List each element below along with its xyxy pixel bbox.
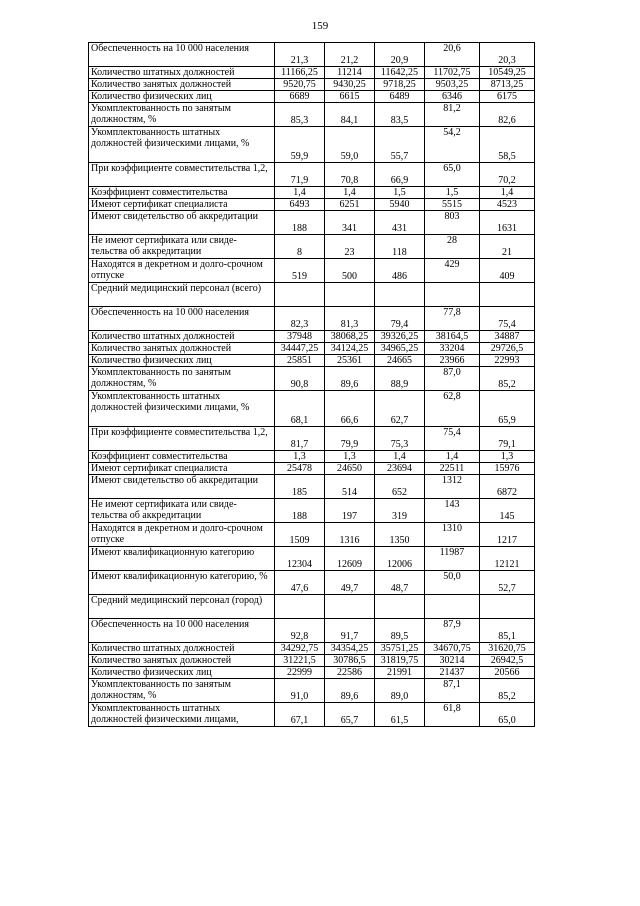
table-row [89,343,535,355]
row-label: Количество занятых должностей [89,655,275,667]
value-cell: 85,2 [480,367,535,391]
value-cell: 10549,25 [480,67,535,79]
table-row [89,499,535,523]
value-cell: 25851 [275,355,325,367]
value-cell: 21437 [425,667,480,679]
value-cell: 6489 [375,91,425,103]
value-cell: 47,6 [275,571,325,595]
value-cell: 21991 [375,667,425,679]
value-cell: 31620,75 [480,643,535,655]
value-cell: 1,3 [275,451,325,463]
row-label: Укомплектованность по занятым должностям, % [89,367,275,391]
value-cell: 68,1 [275,391,325,427]
value-cell: 8 [275,235,325,259]
value-cell [325,595,375,619]
value-cell: 65,9 [480,391,535,427]
value-cell: 26942,5 [480,655,535,667]
value-cell: 20566 [480,667,535,679]
value-cell [425,283,480,307]
row-label: Находятся в декретном и долго-срочном отпуске [89,259,275,283]
value-cell: 185 [275,475,325,499]
value-cell: 1316 [325,523,375,547]
value-cell: 143 [425,499,480,523]
table-row [89,427,535,451]
value-cell: 22999 [275,667,325,679]
table-row [89,235,535,259]
value-cell: 22993 [480,355,535,367]
row-label: Имеют квалификационную категорию, % [89,571,275,595]
table-row [89,679,535,703]
value-cell: 88,9 [375,367,425,391]
value-cell: 11642,25 [375,67,425,79]
table-row [89,475,535,499]
value-cell: 25478 [275,463,325,475]
value-cell: 6493 [275,199,325,211]
value-cell: 48,7 [375,571,425,595]
value-cell: 341 [325,211,375,235]
value-cell: 1312 [425,475,480,499]
value-cell: 34965,25 [375,343,425,355]
table-row [89,163,535,187]
row-label: Имеют сертификат специалиста [89,199,275,211]
value-cell: 59,9 [275,127,325,163]
value-cell: 6346 [425,91,480,103]
value-cell: 61,8 [425,703,480,727]
value-cell: 519 [275,259,325,283]
value-cell: 9718,25 [375,79,425,91]
value-cell: 34124,25 [325,343,375,355]
value-cell [375,595,425,619]
row-label: Находятся в декретном и долго-срочном отпуске [89,523,275,547]
value-cell: 91,0 [275,679,325,703]
value-cell: 1,4 [480,187,535,199]
value-cell: 12609 [325,547,375,571]
value-cell: 21,2 [325,43,375,67]
row-label: Средний медицинский персонал (всего) [89,283,275,307]
table-row [89,355,535,367]
table-row [89,127,535,163]
value-cell: 1,3 [480,451,535,463]
value-cell: 11214 [325,67,375,79]
value-cell: 91,7 [325,619,375,643]
row-label: Обеспеченность на 10 000 населения [89,307,275,331]
value-cell: 62,7 [375,391,425,427]
value-cell: 145 [480,499,535,523]
table-row [89,199,535,211]
table-row [89,367,535,391]
value-cell: 22586 [325,667,375,679]
value-cell: 24650 [325,463,375,475]
value-cell: 62,8 [425,391,480,427]
value-cell: 514 [325,475,375,499]
value-cell: 65,0 [480,703,535,727]
value-cell: 79,4 [375,307,425,331]
value-cell: 11166,25 [275,67,325,79]
value-cell [480,595,535,619]
value-cell: 34887 [480,331,535,343]
row-label: Коэффициент совместительства [89,187,275,199]
table-row [89,307,535,331]
value-cell: 15976 [480,463,535,475]
value-cell: 12006 [375,547,425,571]
value-cell: 66,6 [325,391,375,427]
value-cell: 29726,5 [480,343,535,355]
value-cell: 652 [375,475,425,499]
table-row [89,547,535,571]
table-body [89,43,535,727]
value-cell: 61,5 [375,703,425,727]
value-cell: 24665 [375,355,425,367]
table-row [89,259,535,283]
row-label: При коэффициенте совместительства 1,2, [89,427,275,451]
value-cell: 49,7 [325,571,375,595]
value-cell: 83,5 [375,103,425,127]
value-cell: 20,9 [375,43,425,67]
value-cell [275,283,325,307]
value-cell: 6615 [325,91,375,103]
value-cell: 1310 [425,523,480,547]
value-cell: 1217 [480,523,535,547]
value-cell: 197 [325,499,375,523]
value-cell: 21 [480,235,535,259]
value-cell: 75,4 [480,307,535,331]
value-cell: 23966 [425,355,480,367]
value-cell: 37948 [275,331,325,343]
table-row [89,619,535,643]
row-label: Имеют свидетельство об аккредитации [89,475,275,499]
value-cell: 90,8 [275,367,325,391]
value-cell: 1350 [375,523,425,547]
value-cell: 6251 [325,199,375,211]
value-cell [375,283,425,307]
statistics-table [88,42,535,727]
row-label: Количество штатных должностей [89,331,275,343]
value-cell: 1,4 [425,451,480,463]
row-label: Укомплектованность штатных должностей физическими лицами, % [89,127,275,163]
table-row [89,595,535,619]
value-cell: 85,2 [480,679,535,703]
value-cell: 319 [375,499,425,523]
value-cell: 30214 [425,655,480,667]
value-cell: 1,4 [325,187,375,199]
value-cell: 82,6 [480,103,535,127]
value-cell: 486 [375,259,425,283]
value-cell: 87,1 [425,679,480,703]
row-label: Коэффициент совместительства [89,451,275,463]
table-row [89,211,535,235]
table-row [89,451,535,463]
table-row [89,391,535,427]
table-row [89,571,535,595]
row-label: Количество занятых должностей [89,343,275,355]
value-cell: 34292,75 [275,643,325,655]
row-label: Средний медицинский персонал (город) [89,595,275,619]
row-label: Обеспеченность на 10 000 населения [89,43,275,67]
value-cell: 35751,25 [375,643,425,655]
table-row [89,655,535,667]
value-cell [275,595,325,619]
table-row [89,43,535,67]
value-cell: 188 [275,499,325,523]
value-cell: 89,0 [375,679,425,703]
table-row [89,463,535,475]
row-label: Имеют свидетельство об аккредитации [89,211,275,235]
table-row [89,91,535,103]
table-row [89,79,535,91]
value-cell: 30786,5 [325,655,375,667]
row-label: Имеют сертификат специалиста [89,463,275,475]
value-cell: 87,0 [425,367,480,391]
value-cell: 12121 [480,547,535,571]
value-cell: 84,1 [325,103,375,127]
value-cell: 118 [375,235,425,259]
value-cell: 23 [325,235,375,259]
value-cell: 12304 [275,547,325,571]
row-label: Количество физических лиц [89,667,275,679]
value-cell: 85,1 [480,619,535,643]
value-cell: 92,8 [275,619,325,643]
value-cell: 429 [425,259,480,283]
value-cell: 34670,75 [425,643,480,655]
value-cell: 31819,75 [375,655,425,667]
value-cell: 70,2 [480,163,535,187]
row-label: Укомплектованность по занятым должностям, % [89,103,275,127]
value-cell: 1,4 [375,451,425,463]
value-cell: 803 [425,211,480,235]
value-cell: 87,9 [425,619,480,643]
value-cell: 34447,25 [275,343,325,355]
value-cell: 81,2 [425,103,480,127]
value-cell: 23694 [375,463,425,475]
value-cell: 33204 [425,343,480,355]
value-cell: 8713,25 [480,79,535,91]
value-cell: 50,0 [425,571,480,595]
value-cell: 65,0 [425,163,480,187]
table-row [89,283,535,307]
value-cell: 34354,25 [325,643,375,655]
value-cell: 82,3 [275,307,325,331]
row-label: Имеют квалификационную категорию [89,547,275,571]
value-cell: 431 [375,211,425,235]
value-cell: 75,3 [375,427,425,451]
table-row [89,103,535,127]
value-cell: 77,8 [425,307,480,331]
row-label: Количество физических лиц [89,355,275,367]
table-row [89,703,535,727]
value-cell: 70,8 [325,163,375,187]
value-cell: 54,2 [425,127,480,163]
row-label: Не имеют сертификата или свиде-тельства об аккредитации [89,499,275,523]
value-cell: 1,5 [425,187,480,199]
value-cell: 38164,5 [425,331,480,343]
value-cell: 20,6 [425,43,480,67]
row-label: Укомплектованность штатных должностей физическими лицами, [89,703,275,727]
value-cell [425,595,480,619]
value-cell: 409 [480,259,535,283]
value-cell: 1,3 [325,451,375,463]
value-cell: 79,9 [325,427,375,451]
row-label: При коэффициенте совместительства 1,2, [89,163,275,187]
value-cell: 67,1 [275,703,325,727]
value-cell: 28 [425,235,480,259]
value-cell: 39326,25 [375,331,425,343]
value-cell: 66,9 [375,163,425,187]
value-cell: 9430,25 [325,79,375,91]
row-label: Количество штатных должностей [89,67,275,79]
value-cell: 31221,5 [275,655,325,667]
table-row [89,331,535,343]
value-cell: 75,4 [425,427,480,451]
row-label: Количество занятых должностей [89,79,275,91]
value-cell: 5515 [425,199,480,211]
row-label: Укомплектованность штатных должностей физическими лицами, % [89,391,275,427]
value-cell: 89,6 [325,679,375,703]
value-cell: 89,6 [325,367,375,391]
value-cell: 1631 [480,211,535,235]
value-cell: 9503,25 [425,79,480,91]
value-cell: 38068,25 [325,331,375,343]
row-label: Не имеют сертификата или свиде-тельства об аккредитации [89,235,275,259]
value-cell: 81,7 [275,427,325,451]
value-cell: 188 [275,211,325,235]
value-cell: 55,7 [375,127,425,163]
value-cell: 1509 [275,523,325,547]
value-cell: 4523 [480,199,535,211]
value-cell [480,283,535,307]
value-cell: 81,3 [325,307,375,331]
value-cell: 6689 [275,91,325,103]
value-cell: 5940 [375,199,425,211]
value-cell: 22511 [425,463,480,475]
page-number: 159 [311,20,329,32]
value-cell: 11987 [425,547,480,571]
table-row [89,643,535,655]
value-cell: 25361 [325,355,375,367]
value-cell: 21,3 [275,43,325,67]
row-label: Обеспеченность на 10 000 населения [89,619,275,643]
table-row [89,523,535,547]
value-cell: 6872 [480,475,535,499]
table-row [89,67,535,79]
value-cell: 11702,75 [425,67,480,79]
value-cell: 1,5 [375,187,425,199]
value-cell: 20,3 [480,43,535,67]
value-cell [325,283,375,307]
value-cell: 89,5 [375,619,425,643]
value-cell: 85,3 [275,103,325,127]
value-cell: 9520,75 [275,79,325,91]
row-label: Укомплектованность по занятым должностям, % [89,679,275,703]
row-label: Количество штатных должностей [89,643,275,655]
value-cell: 6175 [480,91,535,103]
value-cell: 79,1 [480,427,535,451]
table-row [89,667,535,679]
value-cell: 59,0 [325,127,375,163]
value-cell: 500 [325,259,375,283]
row-label: Количество физических лиц [89,91,275,103]
value-cell: 58,5 [480,127,535,163]
table-row [89,187,535,199]
value-cell: 1,4 [275,187,325,199]
value-cell: 52,7 [480,571,535,595]
value-cell: 71,9 [275,163,325,187]
value-cell: 65,7 [325,703,375,727]
